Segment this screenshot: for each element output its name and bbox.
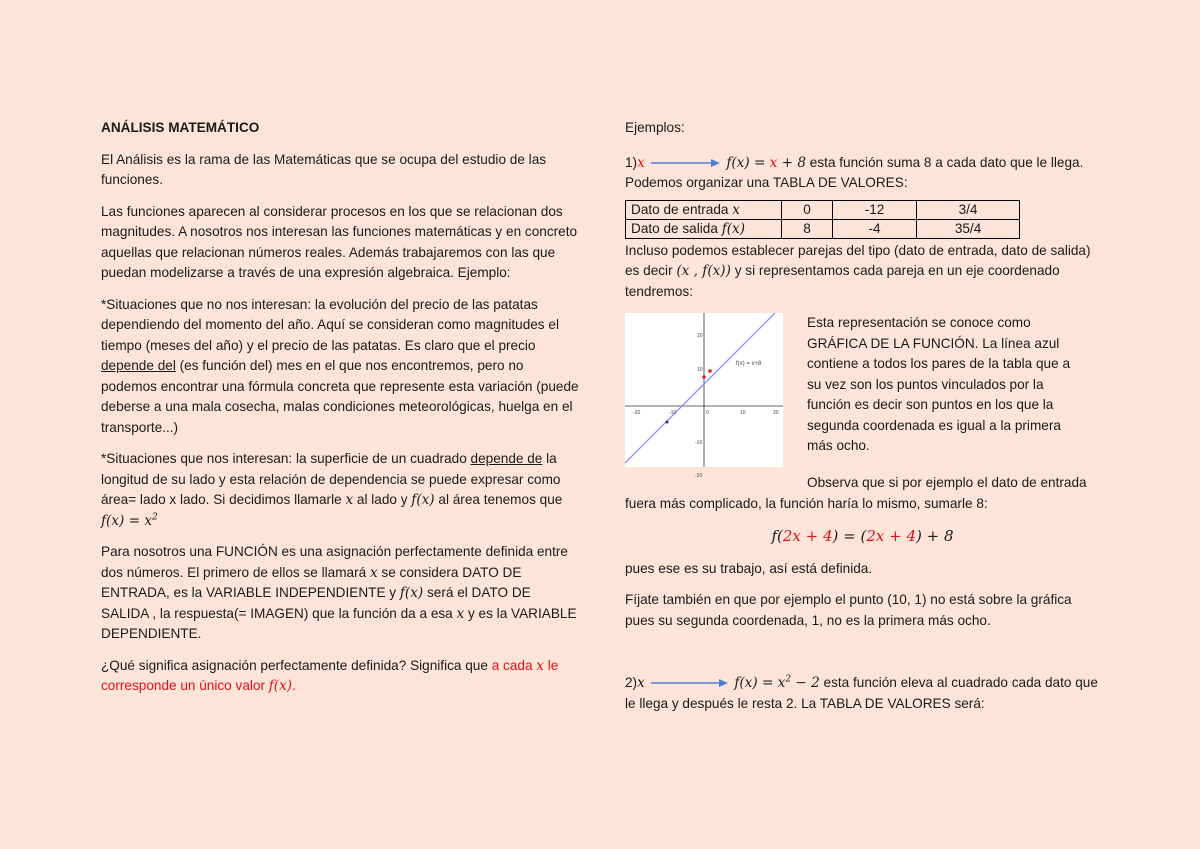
page-title: ANÁLISIS MATEMÁTICO	[101, 120, 260, 135]
assignment-paragraph: ¿Qué significa asignación perfectamente definida? Significa que a cada x le corresponde un único valor f(x).	[101, 657, 559, 694]
data-point	[708, 369, 712, 373]
data-point	[702, 375, 706, 379]
composite-equation: f(2x + 4) = (2x + 4) + 8	[771, 527, 954, 545]
graph-description: Esta representación se conoce como GRÁFICA DE LA FUNCIÓN. La línea azul contiene a todos los pares de la tabla que a su vez son los puntos vinculados por la función es decir son puntos en los que la segunda coordenada es igual a la primera más ocho.	[807, 315, 1071, 453]
area-formula: f(x) = x	[101, 512, 153, 529]
function-graph	[625, 313, 783, 479]
tick-label: -20	[695, 473, 703, 479]
graph-section	[625, 313, 1100, 479]
arrow-right-icon	[651, 158, 721, 168]
not-interesting-paragraph: *Situaciones que no nos interesan: la evolución del precio de las patatas dependiendo del momento del año. Aquí se consideran como magnitudes el tiempo (meses del año) y el precio de las patatas. Es claro que el precio depende del (es función del) mes en el que nos encontremos, pero no podemos encontrar una fórmula concreta que represente esta variación (puede deberse a una mala cosecha, malas condiciones meteorológicas, huelga en el transporte...)	[101, 296, 579, 435]
example-1: 1)x f(x) = x + 8 esta función suma 8 a cada dato que le llega. Podemos organizar una TABLA DE VALORES:	[625, 154, 1084, 190]
functions-paragraph: Las funciones aparecen al considerar procesos en los que se relacionan dos magnitudes. A nosotros nos interesan las funciones matemáticas y en concreto aquellas que relacionan números reales. Además trabajaremos con las que puedan modelizarse a través de una expresión algebraica. Ejemplo:	[101, 203, 578, 280]
tick-label: 10	[697, 367, 703, 373]
tick-label: -20	[633, 410, 641, 416]
observa-paragraph: Observa que si por ejemplo el dato de entrada fuera más complicado, la función haría lo mismo, sumarle 8:	[625, 475, 1087, 511]
function-label: f(x) = x+8	[736, 361, 762, 367]
examples-heading: Ejemplos:	[625, 120, 685, 135]
pues-paragraph: pues ese es su trabajo, así está definida.	[625, 560, 873, 576]
right-column	[625, 118, 1100, 714]
tick-label: 0	[706, 410, 709, 416]
intro-paragraph: El Análisis es la rama de las Matemáticas que se ocupa del estudio de las funciones.	[101, 151, 547, 187]
function-definition-paragraph: Para nosotros una FUNCIÓN es una asignación perfectamente definida entre dos números. El primero de ellos se llamará x se considera DATO DE ENTRADA, es la VARIABLE INDEPENDIENTE y f(x) será el DATO DE SALIDA , la respuesta(= IMAGEN) que la función da a esa x y es la VARIABLE DEPENDIENTE.	[101, 544, 577, 641]
tick-label: 20	[697, 333, 703, 339]
underlined-text: depende del	[101, 358, 176, 373]
left-column	[101, 118, 581, 708]
pairs-paragraph: Incluso podemos establecer parejas del tipo (dato de entrada, dato de salida) es decir (x , f(x)) y si representamos cada pareja en un eje coordenado tendremos:	[625, 242, 1091, 299]
fijate-paragraph: Fíjate también en que por ejemplo el punto (10, 1) no está sobre la gráfica pues su segunda coordenada, 1, no es la primera más ocho.	[625, 592, 1072, 628]
tick-label: 20	[773, 410, 779, 416]
example-2: 2)x $f(x) = x^2 - 2$ esta función eleva al cuadrado cada dato que le llega y después le resta 2. La TABLA DE VALORES será:	[625, 674, 1098, 711]
arrow-right-icon	[651, 678, 729, 688]
values-table-1	[625, 200, 1020, 239]
table-row: Dato de salida f(x) 8 -4 35/4	[626, 219, 1020, 238]
underlined-text: depende de	[470, 451, 543, 466]
data-point	[666, 421, 669, 424]
tick-label: -10	[695, 440, 703, 446]
interesting-paragraph: *Situaciones que nos interesan: la superficie de un cuadrado depende de la longitud de su lado y esta relación de dependencia se puede expresar como área= lado x lado. Si decidimos llamarle x al lado y f(x) al área tenemos que $f(x) = x^2$	[101, 451, 563, 529]
table-row: Dato de entrada x 0 -12 3/4	[626, 200, 1020, 219]
tick-label: 10	[740, 410, 746, 416]
tick-label: -10	[669, 410, 677, 416]
